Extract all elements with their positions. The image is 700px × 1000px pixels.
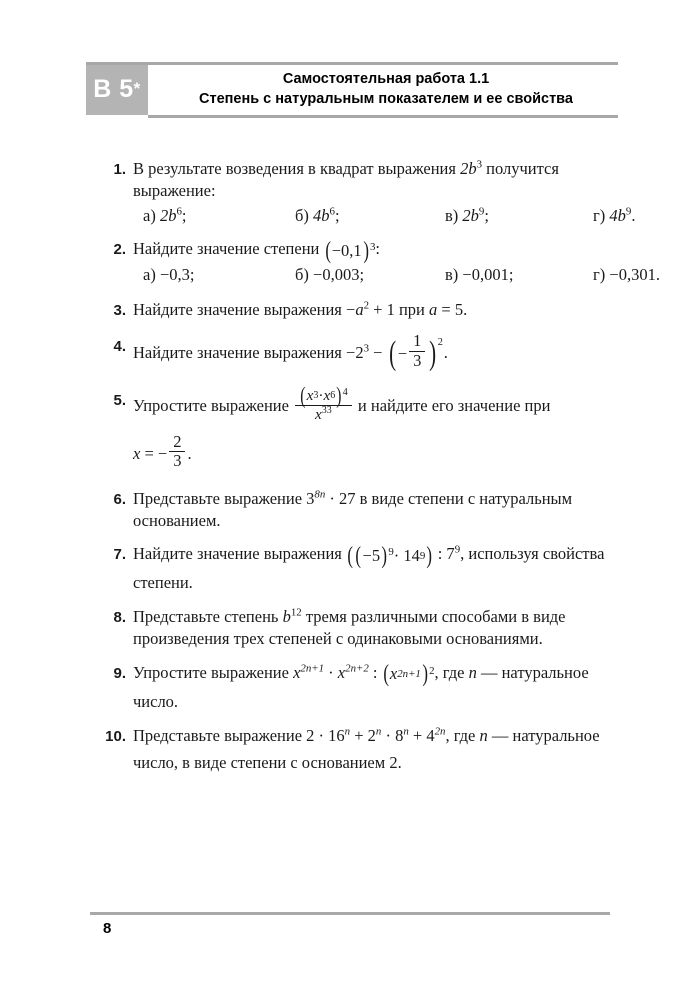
term-4: + 4 [408, 725, 435, 745]
parenthesized-fraction [387, 331, 444, 373]
problem-item [100, 158, 660, 226]
answer-options [133, 264, 660, 286]
option-value: 2b [462, 205, 479, 225]
problem-condition [133, 432, 660, 474]
paren-right: ) [422, 660, 428, 688]
fraction-numerator [295, 382, 352, 408]
problem-text: Представьте степень [133, 607, 283, 627]
period: . [463, 300, 468, 320]
problem-text: Представьте выражение [133, 725, 307, 745]
inner-base: −5 [362, 545, 381, 565]
period: . [187, 443, 192, 463]
parenthesized-expression: ( x 3 · x 6 ) 4 [300, 382, 348, 408]
problem-item [100, 725, 660, 775]
paren-left: ( [388, 334, 396, 372]
term-2: + 2 [350, 725, 376, 745]
exponent: n [375, 725, 382, 738]
problem-number: 8. [113, 609, 126, 627]
option-label: г) [593, 205, 606, 225]
exponent: 8n [314, 488, 326, 501]
problem-text: Найдите значение выражения [133, 544, 347, 564]
option-label: в) [445, 265, 459, 285]
fraction-numerator: 1 [413, 331, 422, 351]
footer-rule [90, 912, 610, 915]
problem-statement [133, 236, 660, 264]
page-number: 8 [103, 920, 112, 937]
problem-text-line2: произведения трех степеней с одинаковыми основаниями. [133, 628, 543, 648]
exponent: 33 [321, 404, 332, 416]
option-a[interactable] [143, 264, 295, 286]
variable-x: x [293, 662, 301, 682]
outer-parenthesized-expression: ( ( −5 ) 9 · 14 9 ) [347, 541, 433, 569]
option-exponent: 6 [329, 205, 335, 218]
exponent: 3 [363, 342, 370, 355]
fraction [409, 332, 425, 370]
base-value: 3 [306, 488, 315, 508]
paren-left-outer: ( [347, 541, 353, 569]
problem-expression: 2b [460, 159, 477, 178]
option-a[interactable] [143, 205, 295, 227]
option-value: 4b [609, 205, 626, 225]
fraction-sign: − [397, 344, 408, 364]
problem-item [100, 488, 660, 532]
multiply-dot: · [318, 386, 324, 404]
option-exponent: 6 [176, 205, 182, 218]
problem-text-after: — натуральное [487, 725, 600, 745]
paren-right: ) [336, 382, 342, 408]
option-label: б) [295, 205, 309, 225]
problem-statement [133, 382, 660, 426]
problem-item [100, 543, 660, 594]
problem-text-after: : [375, 239, 380, 259]
problem-body [133, 238, 660, 286]
answer-options [133, 205, 660, 227]
problem-number: 7. [113, 546, 126, 564]
option-label: г) [593, 265, 606, 285]
problem-text-after: , используя свойства [460, 544, 605, 564]
problem-text-line2: основанием. [133, 510, 221, 530]
option-value: 2b [159, 205, 177, 225]
option-g[interactable] [593, 264, 660, 286]
problem-item [100, 662, 660, 713]
problem-body [133, 331, 660, 373]
outer-exponent: 2 [429, 664, 435, 677]
problem-text-line2: степени. [133, 573, 193, 593]
exponent: 12 [290, 606, 302, 619]
problem-statement [133, 331, 660, 373]
worksheet-subtitle: Степень с натуральным показателем и ее свойства [199, 91, 573, 107]
variable-n: n [468, 662, 477, 682]
variant-badge-label: В 5 [93, 74, 134, 103]
exponent: 9 [388, 546, 394, 559]
equals-negative: = − [140, 443, 168, 463]
variable-x: x [323, 386, 331, 404]
exponent: n [344, 725, 351, 738]
problem-text-line2: число. [133, 691, 179, 711]
variable-n: n [479, 725, 488, 745]
multiply-dot: · [324, 662, 338, 682]
option-value: −0,3; [159, 265, 195, 285]
problem-statement [133, 606, 660, 628]
problem-number: 3. [113, 302, 126, 320]
problem-text: Найдите значение выражения [133, 342, 347, 362]
problem-text-mid: , где [445, 725, 480, 745]
option-v[interactable] [445, 264, 593, 286]
option-b[interactable] [295, 264, 445, 286]
minus-sign: − [346, 300, 356, 320]
problem-text: Найдите значение степени [133, 239, 324, 259]
problem-body [133, 488, 660, 532]
problem-item [100, 382, 660, 474]
option-exponent: 9 [625, 205, 632, 218]
option-value: 4b [313, 205, 330, 225]
option-tail: ; [181, 205, 187, 225]
problem-text-after: и найдите его значение при [353, 396, 551, 416]
exponent: n [403, 725, 409, 738]
paren-left: ( [300, 382, 306, 408]
problem-number: 10. [105, 727, 126, 745]
option-label: а) [143, 265, 156, 285]
term-1: 2 · 16 [306, 725, 345, 745]
problem-statement [133, 660, 660, 688]
problem-text-after: в виде степени с натуральным [355, 488, 573, 508]
variable-x: x [315, 406, 322, 423]
paren-left-inner: ( [355, 541, 362, 569]
paren-right: ) [429, 334, 437, 372]
variable-x: x [389, 664, 398, 684]
problem-text-mid: , где [434, 662, 469, 682]
plus-one: + 1 [369, 300, 395, 320]
problem-text: Найдите значение выражения [133, 300, 347, 320]
equals-value: = 5 [437, 300, 464, 320]
variable-a: a [355, 300, 364, 320]
worksheet-title: Самостоятельная работа 1.1 [282, 71, 490, 88]
parenthesized-expression: ( x 2n+1 ) 2 [382, 660, 435, 688]
paren-right-outer: ) [426, 541, 433, 569]
inner-parenthesized-expression [354, 541, 394, 569]
problem-text-after: — натуральное [476, 662, 589, 682]
paren-left: ( [324, 236, 331, 264]
divide-colon: : [368, 662, 382, 682]
exponent: 2 [437, 336, 443, 348]
problem-body [133, 158, 660, 226]
variant-badge: В 5 * [86, 65, 148, 115]
problem-item [100, 299, 660, 321]
option-g[interactable] [593, 205, 635, 227]
option-exponent: 9 [478, 205, 485, 218]
worksheet-header [86, 62, 618, 118]
problem-item [100, 606, 660, 650]
problem-statement [133, 299, 660, 321]
problem-statement [133, 725, 660, 747]
fraction [295, 382, 352, 424]
parenthesized-expression [324, 236, 376, 264]
problem-body [133, 382, 660, 474]
option-value: −0,301. [609, 265, 660, 285]
option-label: б) [295, 265, 309, 285]
problem-number: 5. [113, 392, 126, 410]
option-tail: . [631, 205, 636, 225]
problem-number: 6. [113, 490, 126, 508]
option-value: −0,001; [462, 265, 514, 285]
problem-number: 2. [113, 241, 126, 259]
variable-a-value: a [429, 300, 438, 320]
header-titles [148, 65, 618, 115]
outer-exponent: 4 [342, 387, 348, 399]
problem-text: В результате возведения в квадрат выражения [133, 159, 461, 178]
problem-statement [133, 488, 660, 510]
divide-term: : 7 [433, 544, 455, 564]
variable-x: x [133, 443, 141, 463]
problem-body [133, 662, 660, 713]
problem-text-after: получится [482, 159, 559, 178]
paren-right-inner: ) [381, 541, 388, 569]
option-value: −0,003; [313, 265, 365, 285]
fraction-denominator: 3 [409, 351, 425, 371]
problem-text: Упростите выражение [133, 662, 294, 682]
period: . [443, 342, 448, 362]
exponent: 3 [369, 241, 376, 254]
problem-number: 1. [113, 161, 126, 178]
problem-text: Упростите выражение [133, 396, 294, 416]
problem-text: Представьте выражение [133, 488, 307, 508]
option-tail: ; [334, 205, 340, 225]
problem-body [133, 543, 660, 594]
exponent: 3 [476, 158, 483, 171]
term-base: −2 [346, 342, 364, 362]
exponent: 2n [434, 725, 446, 738]
problem-body [133, 606, 660, 650]
problem-text-after: тремя различными способами в виде [301, 607, 566, 627]
problem-item [100, 238, 660, 286]
exponent: 9 [454, 543, 461, 556]
problem-text-line2: выражение: [133, 180, 216, 200]
fraction-numerator: 2 [173, 432, 182, 452]
problem-list [100, 158, 660, 774]
problem-body [133, 299, 660, 321]
header-body [86, 65, 618, 115]
problem-text-line2: число, в виде степени с основанием 2. [133, 753, 402, 773]
exponent: 2n+2 [345, 662, 369, 675]
minus-operator: − [369, 342, 387, 362]
variable-x: x [337, 662, 346, 682]
problem-item [100, 331, 660, 373]
option-label: в) [445, 205, 459, 225]
exponent: 2n+1 [300, 662, 325, 675]
paren-right: ) [363, 236, 369, 264]
option-label: а) [143, 205, 156, 225]
variable-x: x [306, 386, 314, 404]
fraction [169, 433, 185, 471]
fraction-denominator: 3 [169, 451, 185, 471]
problem-body [133, 725, 660, 775]
option-tail: ; [484, 205, 489, 225]
option-b[interactable] [295, 205, 445, 227]
paren-left: ( [382, 660, 389, 688]
problem-number: 9. [113, 664, 126, 682]
problem-text-mid: при [394, 300, 430, 320]
multiply-term: · 14 [393, 545, 420, 565]
problem-statement [133, 541, 660, 569]
base-variable: b [282, 607, 291, 627]
option-v[interactable] [445, 205, 593, 227]
problem-statement [133, 158, 660, 180]
term-3: · 8 [381, 725, 404, 745]
exponent: 2 [363, 299, 370, 312]
paren-content: −0,1 [331, 240, 362, 260]
multiply-term: · 27 [325, 488, 356, 508]
problem-number: 4. [113, 337, 126, 355]
header-rule-bottom [148, 115, 618, 118]
